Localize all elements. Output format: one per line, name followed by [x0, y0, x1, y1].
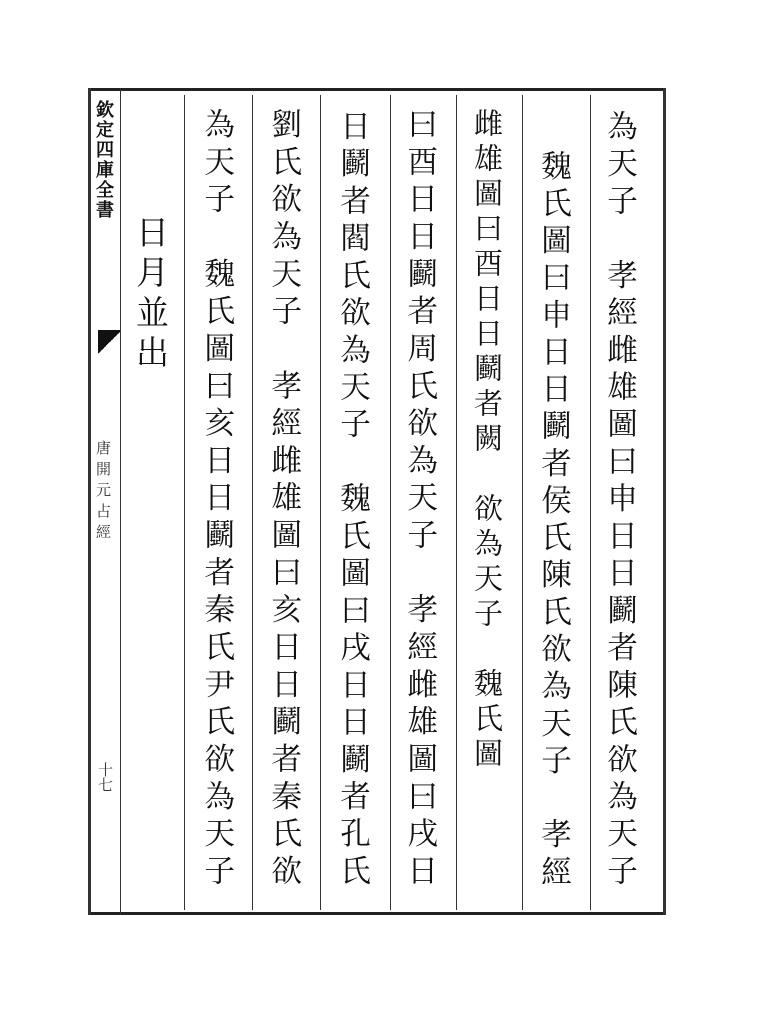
text-column-5: 日鬬者閻氏欲為天子 魏氏圖曰戌日日鬬者孔氏 [334, 110, 370, 892]
text-column-4: 曰酉日日鬬者周氏欲為天子 孝經雌雄圖曰戌日 [401, 108, 437, 892]
frame-top-border [88, 88, 666, 91]
text-column-1: 為天子 孝經雌雄圖曰申日日鬬者陳氏欲為天子 [601, 110, 637, 892]
frame-right-border [663, 88, 666, 915]
frame-bottom-border [88, 912, 666, 915]
margin-book-title: 唐開元占經 [94, 440, 112, 545]
column-rule [184, 95, 185, 910]
column-rule [456, 95, 457, 910]
column-rule [590, 95, 591, 910]
margin-title: 欽定四庫全書 [93, 100, 114, 220]
text-column-3: 雌雄圖曰酉日日鬬者闕 欲為天子 魏氏圖 [470, 108, 504, 773]
column-rule [252, 95, 253, 910]
margin-page-number: 十七 [96, 762, 114, 792]
frame-left-border [88, 88, 91, 915]
fish-tail-mark [98, 330, 120, 356]
text-column-2: 魏氏圖曰申日日鬬者侯氏陳氏欲為天子 孝經 [535, 150, 571, 893]
column-rule [390, 95, 391, 910]
column-rule [320, 95, 321, 910]
margin-divider-line [120, 88, 121, 915]
text-column-6: 劉氏欲為天子 孝經雌雄圖曰亥日日鬬者秦氏欲 [265, 108, 301, 892]
text-column-7: 為天子 魏氏圖曰亥日日鬬者秦氏尹氏欲為天子 [198, 108, 234, 892]
column-rule [522, 95, 523, 910]
text-column-8: 日月並出 [131, 215, 170, 375]
